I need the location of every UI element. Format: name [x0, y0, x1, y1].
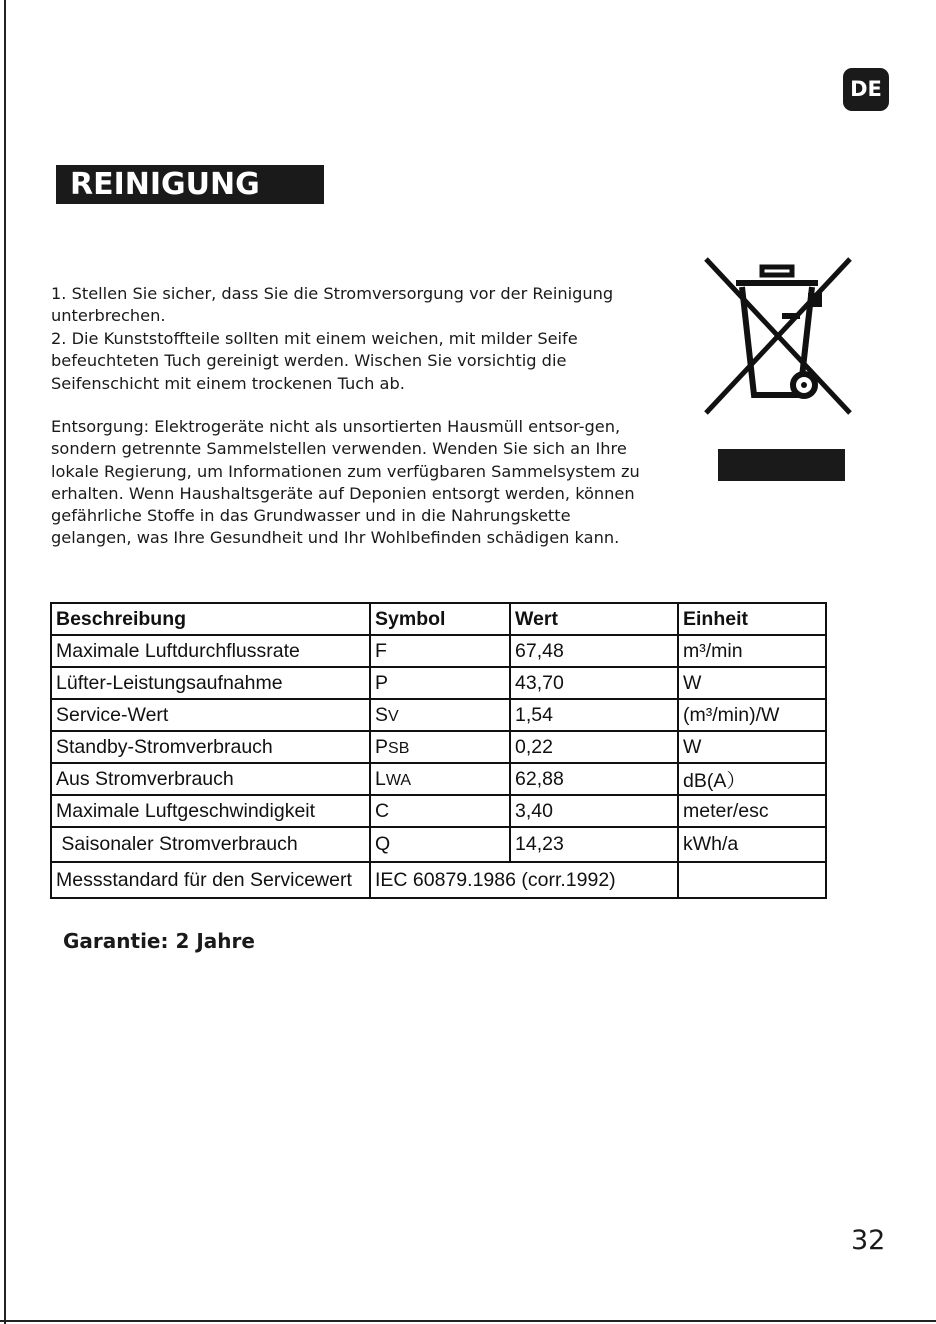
row-symbol: Q [370, 827, 510, 862]
weee-underline-bar [718, 449, 845, 481]
page-bottom-rule [0, 1320, 936, 1322]
row-value: 1,54 [510, 699, 678, 731]
table-row [51, 731, 826, 763]
row-symbol: F [370, 635, 510, 667]
header-symbol: Symbol [370, 603, 510, 635]
row-value: 14,23 [510, 827, 678, 862]
header-unit: Einheit [678, 603, 826, 635]
row-value: 3,40 [510, 795, 678, 827]
row-symbol: LWA [370, 763, 510, 795]
standard-value: IEC 60879.1986 (corr.1992) [370, 862, 678, 898]
row-description: Lüfter-Leistungsaufnahme [51, 667, 370, 699]
row-unit: meter/esc [678, 795, 826, 827]
row-value: 43,70 [510, 667, 678, 699]
row-symbol: SV [370, 699, 510, 731]
header-value: Wert [510, 603, 678, 635]
row-symbol: P [370, 667, 510, 699]
row-description: Saisonaler Stromverbrauch [51, 827, 370, 862]
page-number: 32 [851, 1225, 886, 1256]
cleaning-step-2: 2. Die Kunststoffteile sollten mit einem weichen, mit milder Seife befeuchteten Tuch gereinigt werden. Wischen Sie vorsichtig die Seifenschicht mit einem trockenen Tuch ab. [51, 329, 578, 393]
specification-table [50, 602, 827, 899]
warranty-note: Garantie: 2 Jahre [63, 929, 255, 953]
page-margin-rule [4, 0, 6, 1324]
table-row [51, 667, 826, 699]
table-row [51, 795, 826, 827]
row-unit: W [678, 667, 826, 699]
standard-empty-cell [678, 862, 826, 898]
row-value: 0,22 [510, 731, 678, 763]
row-value: 62,88 [510, 763, 678, 795]
crossed-out-wheelie-bin-icon [700, 255, 856, 417]
row-unit: dB(A） [678, 763, 826, 795]
table-row [51, 827, 826, 862]
row-unit: kWh/a [678, 827, 826, 862]
row-description: Maximale Luftdurchflussrate [51, 635, 370, 667]
table-header-row [51, 603, 826, 635]
row-unit: m³/min [678, 635, 826, 667]
section-title: REINIGUNG [56, 165, 324, 204]
header-description: Beschreibung [51, 603, 370, 635]
table-row [51, 763, 826, 795]
row-symbol: PSB [370, 731, 510, 763]
row-description: Service-Wert [51, 699, 370, 731]
table-row [51, 699, 826, 731]
row-value: 67,48 [510, 635, 678, 667]
table-row [51, 635, 826, 667]
row-unit: (m³/min)/W [678, 699, 826, 731]
language-badge: DE [843, 68, 889, 111]
row-symbol: C [370, 795, 510, 827]
row-description: Maximale Luftgeschwindigkeit [51, 795, 370, 827]
row-unit: W [678, 731, 826, 763]
cleaning-step-1: 1. Stellen Sie sicher, dass Sie die Stromversorgung vor der Reinigung unterbrechen. [51, 284, 614, 326]
disposal-notice: Entsorgung: Elektrogeräte nicht als unsortierten Hausmüll entsor-gen, sondern getrennte Sammelstellen verwenden. Wenden Sie sich an Ihre lokale Regierung, um Informationen zum verfügbaren Sammelsystem zu erhalten. Wenn Haushaltsgeräte auf Deponien entsorgt werden, können gefährliche Stoffe in das Grundwasser und in die Nahrungskette gelangen, was Ihre Gesundheit und Ihr Wohlbefinden schädigen kann. [51, 417, 640, 548]
row-description: Aus Stromverbrauch [51, 763, 370, 795]
measurement-standard-row [51, 862, 826, 898]
standard-label: Messstandard für den Servicewert [51, 862, 370, 898]
row-description: Standby-Stromverbrauch [51, 731, 370, 763]
